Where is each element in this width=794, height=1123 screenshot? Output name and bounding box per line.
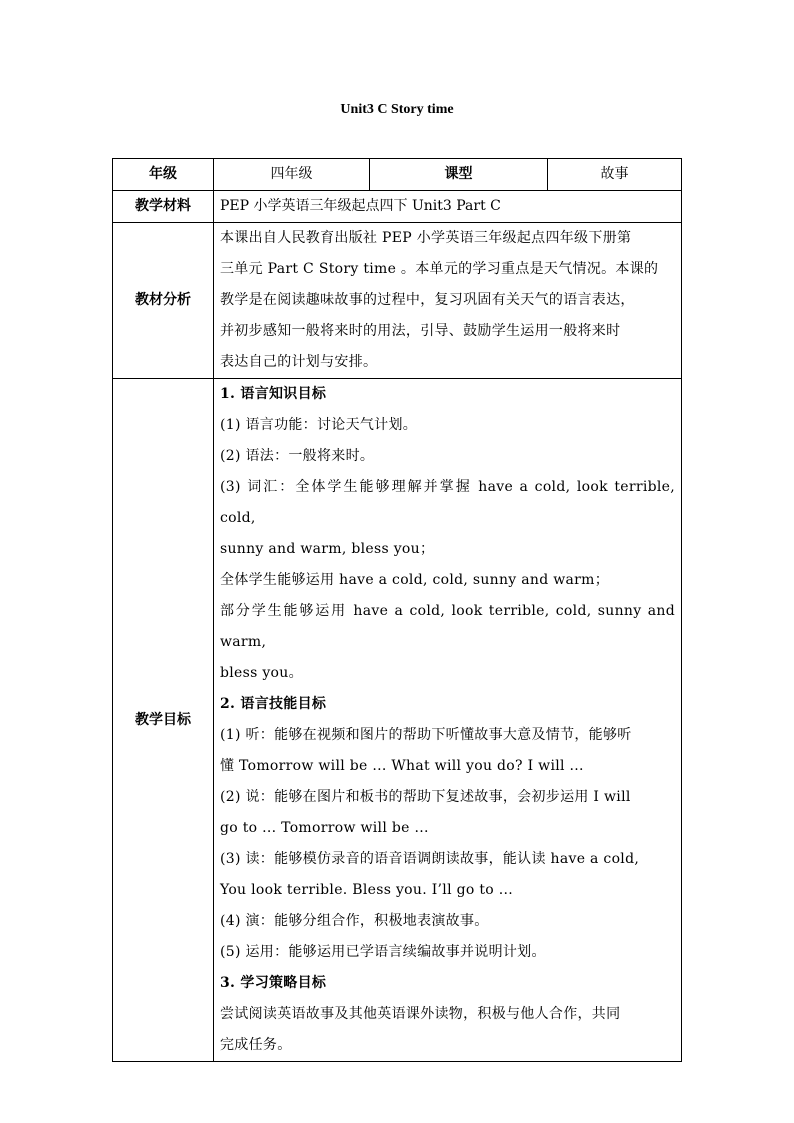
objective-line: go to ... Tomorrow will be ... (220, 820, 429, 836)
analysis-line: 三单元 Part C Story time 。本单元的学习重点是天气情况。本课的 (220, 261, 659, 277)
analysis-line: 教学是在阅读趣味故事的过程中，复习巩固有关天气的语言表达， (220, 292, 635, 308)
objective-line: (4) 演：能够分组合作，积极地表演故事。 (220, 913, 489, 929)
objective-line: (3) 读：能够模仿录音的语音语调朗读故事，能认读 have a cold, (220, 851, 640, 867)
objective-line: (1) 语言功能：讨论天气计划。 (220, 417, 418, 433)
table-row (113, 223, 682, 379)
lesson-plan-table (112, 158, 682, 1062)
objective-line: 完成任务。 (220, 1037, 292, 1053)
lesson-type-value: 故事 (548, 159, 682, 191)
objective-section-heading: 3. 学习策略目标 (220, 975, 327, 991)
objective-line: 尝试阅读英语故事及其他英语课外读物，积极与他人合作，共同 (220, 1006, 621, 1022)
objective-line: sunny and warm, bless you； (220, 541, 435, 557)
objective-section-heading: 1. 语言知识目标 (220, 386, 327, 402)
objectives-label: 教学目标 (113, 379, 214, 1062)
analysis-line: 表达自己的计划与安排。 (220, 354, 378, 370)
objective-line: (5) 运用：能够运用已学语言续编故事并说明计划。 (220, 944, 546, 960)
lesson-type-label: 课型 (370, 159, 548, 191)
analysis-label: 教材分析 (113, 223, 214, 379)
grade-label: 年级 (113, 159, 214, 191)
analysis-line: 本课出自人民教育出版社 PEP 小学英语三年级起点四年级下册第 (220, 230, 632, 246)
materials-value: PEP 小学英语三年级起点四下 Unit3 Part C (214, 191, 682, 223)
grade-value: 四年级 (214, 159, 370, 191)
table-row (113, 159, 682, 191)
objective-line: (3) 词汇：全体学生能够理解并掌握 have a cold, look terrible, cold, (220, 479, 675, 526)
page-title: Unit3 C Story time (340, 102, 454, 117)
objective-line: 全体学生能够运用 have a cold, cold, sunny and warm； (220, 572, 610, 588)
objective-line: (2) 语法：一般将来时。 (220, 448, 375, 464)
objective-line: 部分学生能够运用 have a cold, look terrible, cold, sunny and warm, (220, 603, 675, 650)
objective-line: (1) 听：能够在视频和图片的帮助下听懂故事大意及情节，能够听 (220, 727, 632, 743)
analysis-content (214, 223, 682, 379)
table-row (113, 191, 682, 223)
objectives-content (214, 379, 682, 1062)
materials-label: 教学材料 (113, 191, 214, 223)
analysis-line: 并初步感知一般将来时的用法，引导、鼓励学生运用一般将来时 (220, 323, 621, 339)
objective-section-heading: 2. 语言技能目标 (220, 696, 327, 712)
objective-line: You look terrible. Bless you. I’ll go to ... (220, 882, 513, 898)
objective-line: bless you。 (220, 665, 303, 681)
objective-line: (2) 说：能够在图片和板书的帮助下复述故事，会初步运用 I will (220, 789, 631, 805)
table-row (113, 379, 682, 1062)
objective-line: 懂 Tomorrow will be ... What will you do? I will ... (220, 758, 584, 774)
